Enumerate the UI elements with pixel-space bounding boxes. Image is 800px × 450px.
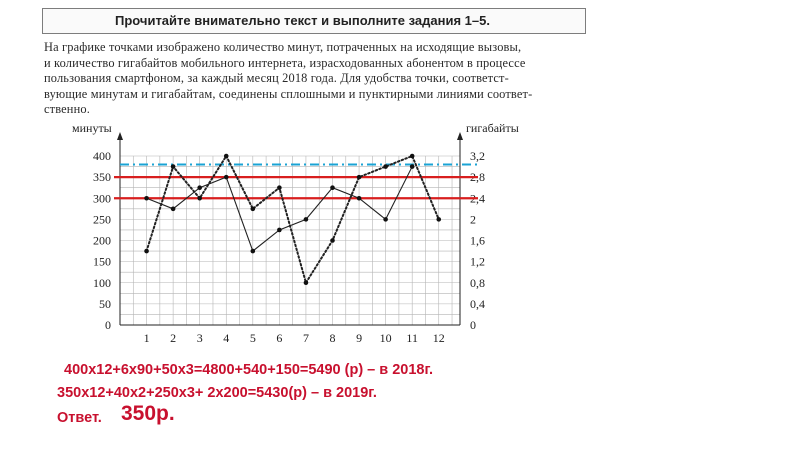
minutes-point: [410, 164, 415, 169]
gigabytes-point: [144, 249, 149, 254]
gigabytes-point: [304, 280, 309, 285]
gigabytes-point: [436, 217, 441, 222]
minutes-point: [144, 196, 149, 201]
y2-tick-label: 2: [470, 212, 476, 227]
minutes-point: [197, 185, 202, 190]
task-line: ственно.: [44, 102, 90, 117]
minutes-point: [277, 228, 282, 233]
minutes-point: [304, 217, 309, 222]
gigabytes-point: [330, 238, 335, 243]
solution-line-2018: 400х12+6х90+50х3=4800+540+150=5490 (р) – в 2018г.: [64, 362, 434, 378]
x-tick-label: 11: [406, 331, 418, 345]
gigabytes-point: [277, 185, 282, 190]
y2-tick-label: 0,4: [470, 296, 485, 311]
y-axis-right-label: гигабайты: [466, 122, 519, 135]
y-tick-label: 400: [93, 149, 111, 163]
gigabytes-point: [383, 164, 388, 169]
y-axis-left-arrow: [117, 132, 123, 140]
x-tick-label: 1: [143, 331, 150, 345]
x-tick-label: 7: [302, 331, 309, 345]
y2-tick-label: 1,2: [470, 254, 485, 269]
minutes-point: [171, 207, 176, 212]
x-tick-label: 5: [249, 331, 256, 345]
x-tick-label: 2: [170, 331, 177, 345]
gigabytes-point: [357, 175, 362, 180]
minutes-point: [357, 196, 362, 201]
y-axis-left-label: минуты: [72, 122, 112, 135]
minutes-point: [330, 185, 335, 190]
task-line: пользования смартфоном, за каждый месяц 2018 года. Для удобства точки, соответст-: [44, 71, 509, 86]
y-tick-label: 200: [93, 233, 111, 248]
task-header-title: Прочитайте внимательно текст и выполните задания 1–5.: [115, 13, 490, 28]
gigabytes-point: [171, 164, 176, 169]
x-tick-label: 9: [356, 331, 363, 345]
gigabytes-point: [410, 154, 415, 159]
y2-tick-label: 0: [470, 318, 476, 332]
minutes-gigabytes-chart: [60, 122, 530, 354]
gigabytes-point: [197, 196, 202, 201]
y2-tick-label: 0,8: [470, 275, 485, 290]
y-axis-right-arrow: [457, 132, 463, 140]
task-text: [44, 40, 592, 118]
y2-tick-label: 2,8: [470, 170, 485, 185]
gigabytes-point: [251, 207, 256, 212]
x-tick-label: 8: [329, 331, 336, 345]
task-line: На графике точками изображено количество минут, потраченных на исходящие вызовы,: [44, 40, 522, 54]
minutes-point: [251, 249, 256, 254]
task-line: вующие минутам и гигабайтам, соединены сплошными и пунктирными линиями соответ-: [44, 86, 533, 101]
x-tick-label: 12: [432, 331, 445, 345]
x-tick-label: 10: [379, 331, 392, 345]
y2-tick-label: 1,6: [470, 233, 485, 248]
answer-value: 350р.: [121, 402, 175, 425]
task-header: [42, 8, 586, 34]
y-tick-label: 50: [99, 296, 111, 311]
y-tick-label: 300: [93, 191, 111, 206]
task-line: и количество гигабайтов мобильного интернета, израсходованных абонентом в процессе: [44, 55, 526, 70]
x-tick-label: 3: [196, 331, 203, 345]
y2-tick-label: 2,4: [470, 191, 485, 206]
y-tick-label: 150: [93, 254, 111, 269]
minutes-point: [224, 175, 229, 180]
y-tick-label: 0: [105, 318, 111, 332]
y-tick-label: 350: [93, 170, 111, 185]
minutes-point: [383, 217, 388, 222]
gigabytes-point: [224, 154, 229, 159]
x-tick-label: 4: [223, 331, 230, 345]
y2-tick-label: 3,2: [470, 149, 485, 163]
x-tick-label: 6: [276, 331, 283, 345]
y-tick-label: 250: [93, 212, 111, 227]
solution-line-2019: 350х12+40х2+250х3+ 2х200=5430(р) – в 2019г.: [57, 385, 377, 401]
y-tick-label: 100: [93, 275, 111, 290]
answer-label: Ответ.: [57, 410, 102, 426]
